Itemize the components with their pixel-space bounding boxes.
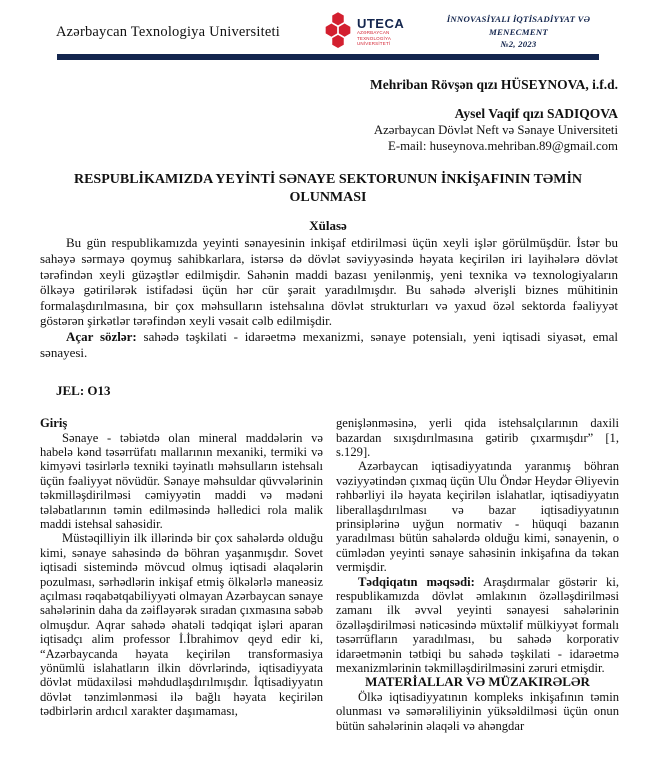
author-2: Aysel Vaqif qızı SADIQOVA — [454, 106, 618, 121]
section-heading-materials: MATERİALLAR VƏ MÜZAKIRƏLƏR — [365, 674, 590, 690]
abstract-paragraph: Bu gün respublikamızda yeyinti sənayesinin inkişaf etdirilməsi üçün xeyli işlər görülmüşdür. İstər bu sahəyə sərmayə qoymuş sahibkarlara, istərsə də dövlət səviyyəsində həyata keçirilən iri layihələrə dövlət tərəfindən xeyli güzəştlər edilmişdir. Sahənin maddi bazası yenilənmiş, yeni texnika və texnologiyaların ölkəyə gətirilərək istifadəsi üçün hər cür şərait yaradılmışdır. Bu sahədə əlverişli biznes mühitinin formalaşdırılmasına, bir çox məhsulların istehsalına dövlət strukturları və yaxud özəl sektorda fəaliyyət göstərən şirkətlər tərəfindən xeyli vəsait cəlb edilmişdir. — [40, 235, 618, 329]
right-paragraph-purpose — [336, 575, 619, 676]
authors-block — [0, 77, 656, 154]
abstract-heading: Xülasə — [309, 218, 347, 234]
purpose-text: Araşdırmalar göstərir ki, respublikamızda dövlət əmlakının özəlləşdirilməsi zamanı ilk əvvəl yeyinti sənayesi sahələrinin özəlləşdirilməsi nəticəsində müxtəlif mülkiyyət formalı təsərrüfların yaradılması, bu sahədə korporativ idarəetmənin tətbiqi bu sahədə təşkilati - idarəetmə mexanizmlərinin təkmilləşdirilməsini zəruri etmişdir. — [336, 574, 619, 676]
article-title: RESPUBLİKAMIZDA YEYİNTİ SƏNAYE SEKTORUNUN İNKİŞAFININ TƏMİN OLUNMASI — [73, 172, 583, 206]
right-paragraph-2: Azərbaycan iqtisadiyyatında yaranmış böhran vəziyyətindən çıxmaq üçün Ulu Öndər Heydər Əliyevin rəhbərliyi ilə həyata keçirilən islahatlar, iqtisadiyyatın liberallaşdırılması və bazar iqtisadiyyatının prinsiplərinə uyğun normativ - hüquqi bazanın yaradılması bütün sahələrdə olduğu kimi, sənayenin, o cümlədən yeyinti sənaye sahəsinin inkişafına da təkan vermişdir. — [336, 459, 619, 575]
uteca-logo — [322, 11, 417, 53]
keywords-label: Açar sözlər: — [66, 328, 137, 344]
left-paragraph-1: Sənaye - təbiətdə olan mineral maddələrin və habelə kənd təsərrüfatı mallarının mexaniki, termiki və kimyəvi təsirlərlə texniki təyinatlı məhsulların istehsalı üçün fəaliyyət növüdür. Sənaye məhsuldar qüvvələrinin təkmilləşdirilməsi cəmiyyətin maddi və mədəni tələbatlarının təmin edilməsində həlledici rola malik maddi istehsal sahəsidir. — [40, 430, 323, 531]
logo-subtext: AZƏRBAYCAN TEXNOLOGİYA UNİVERSİTETİ — [356, 30, 391, 47]
right-column — [336, 416, 619, 733]
author-1: Mehriban Rövşən qızı HÜSEYNOVA, i.f.d. — [369, 77, 618, 92]
left-paragraph-2: Müstəqilliyin ilk illərində bir çox sahələrdə olduğu kimi, sənaye sahəsində də böhran yaşanmışdır. Sovet iqtisadi sistemində mövcud olmuş iqtisadi əlaqələrin pozulması, sərhədlərin inkişaf etmiş ölkələrlə maneəsiz açılması rəqabətqabiliyyəti olmayan Azərbaycan sənaye sahələrinin daha da zəifləyərək sıradan çıxmasına səbəb olmuşdur. Aqrar sahədə əhatəli tədqiqat işləri aparan iqtisadçı alim professor İ.İbrahimov qeyd edir ki, “Azərbaycanda həyata keçirilən transformasiya yönümlü islahatların ilkin dövrlərində, iqtisadiyyata dövlət müdaxiləsi məhdudlaşdırılmışdır. İqtisadiyyatın dövlət tənzimlənməsi ilə bağlı həyata keçirilən tədbirlərin ardıcıl xarakter daşımaması, — [40, 531, 323, 719]
abstract-body — [40, 235, 618, 329]
right-paragraph-1: genişlənməsinə, yerli qida istehsalçılarının daxili bazardan sıxışdırılmasına gətirib çıxarmışdır” [1, s.129]. — [336, 416, 619, 459]
header-divider — [57, 54, 599, 60]
jel-code: JEL: O13 — [56, 383, 111, 399]
purpose-label: Tədqiqatın məqsədi: — [358, 574, 475, 589]
email: E-mail: huseynova.mehriban.89@gmail.com — [388, 139, 618, 153]
section-heading-giris: Giriş — [40, 416, 68, 431]
journal-title — [417, 13, 620, 51]
journal-title-line1: İNNOVASİYALI İQTİSADİYYAT VƏ MENECMENT — [446, 13, 591, 37]
journal-issue: №2, 2023 — [500, 39, 537, 50]
logo-text — [357, 17, 417, 46]
page-header — [0, 0, 656, 48]
hexagon-cluster-icon — [322, 11, 354, 53]
keywords-text: sahədə təşkilati - idarəetmə mexanizmi, sənaye potensialı, yeni iqtisadi siyasət, emal sənayesi. — [40, 328, 619, 360]
logo-name: UTECA — [356, 16, 405, 32]
two-column-body — [0, 416, 656, 733]
keywords-line — [40, 329, 618, 360]
left-column — [40, 416, 323, 733]
affiliation: Azərbaycan Dövlət Neft və Sənaye Universiteti — [373, 123, 618, 137]
university-name: Azərbaycan Texnologiya Universiteti — [56, 23, 280, 40]
right-paragraph-3: Ölkə iqtisadiyyatının kompleks inkişafının təmin olunması və səmərəliliyinin yüksəldilməsi üçün onun bütün sahələrinin əlaqəli və ahəngdar — [336, 689, 619, 733]
